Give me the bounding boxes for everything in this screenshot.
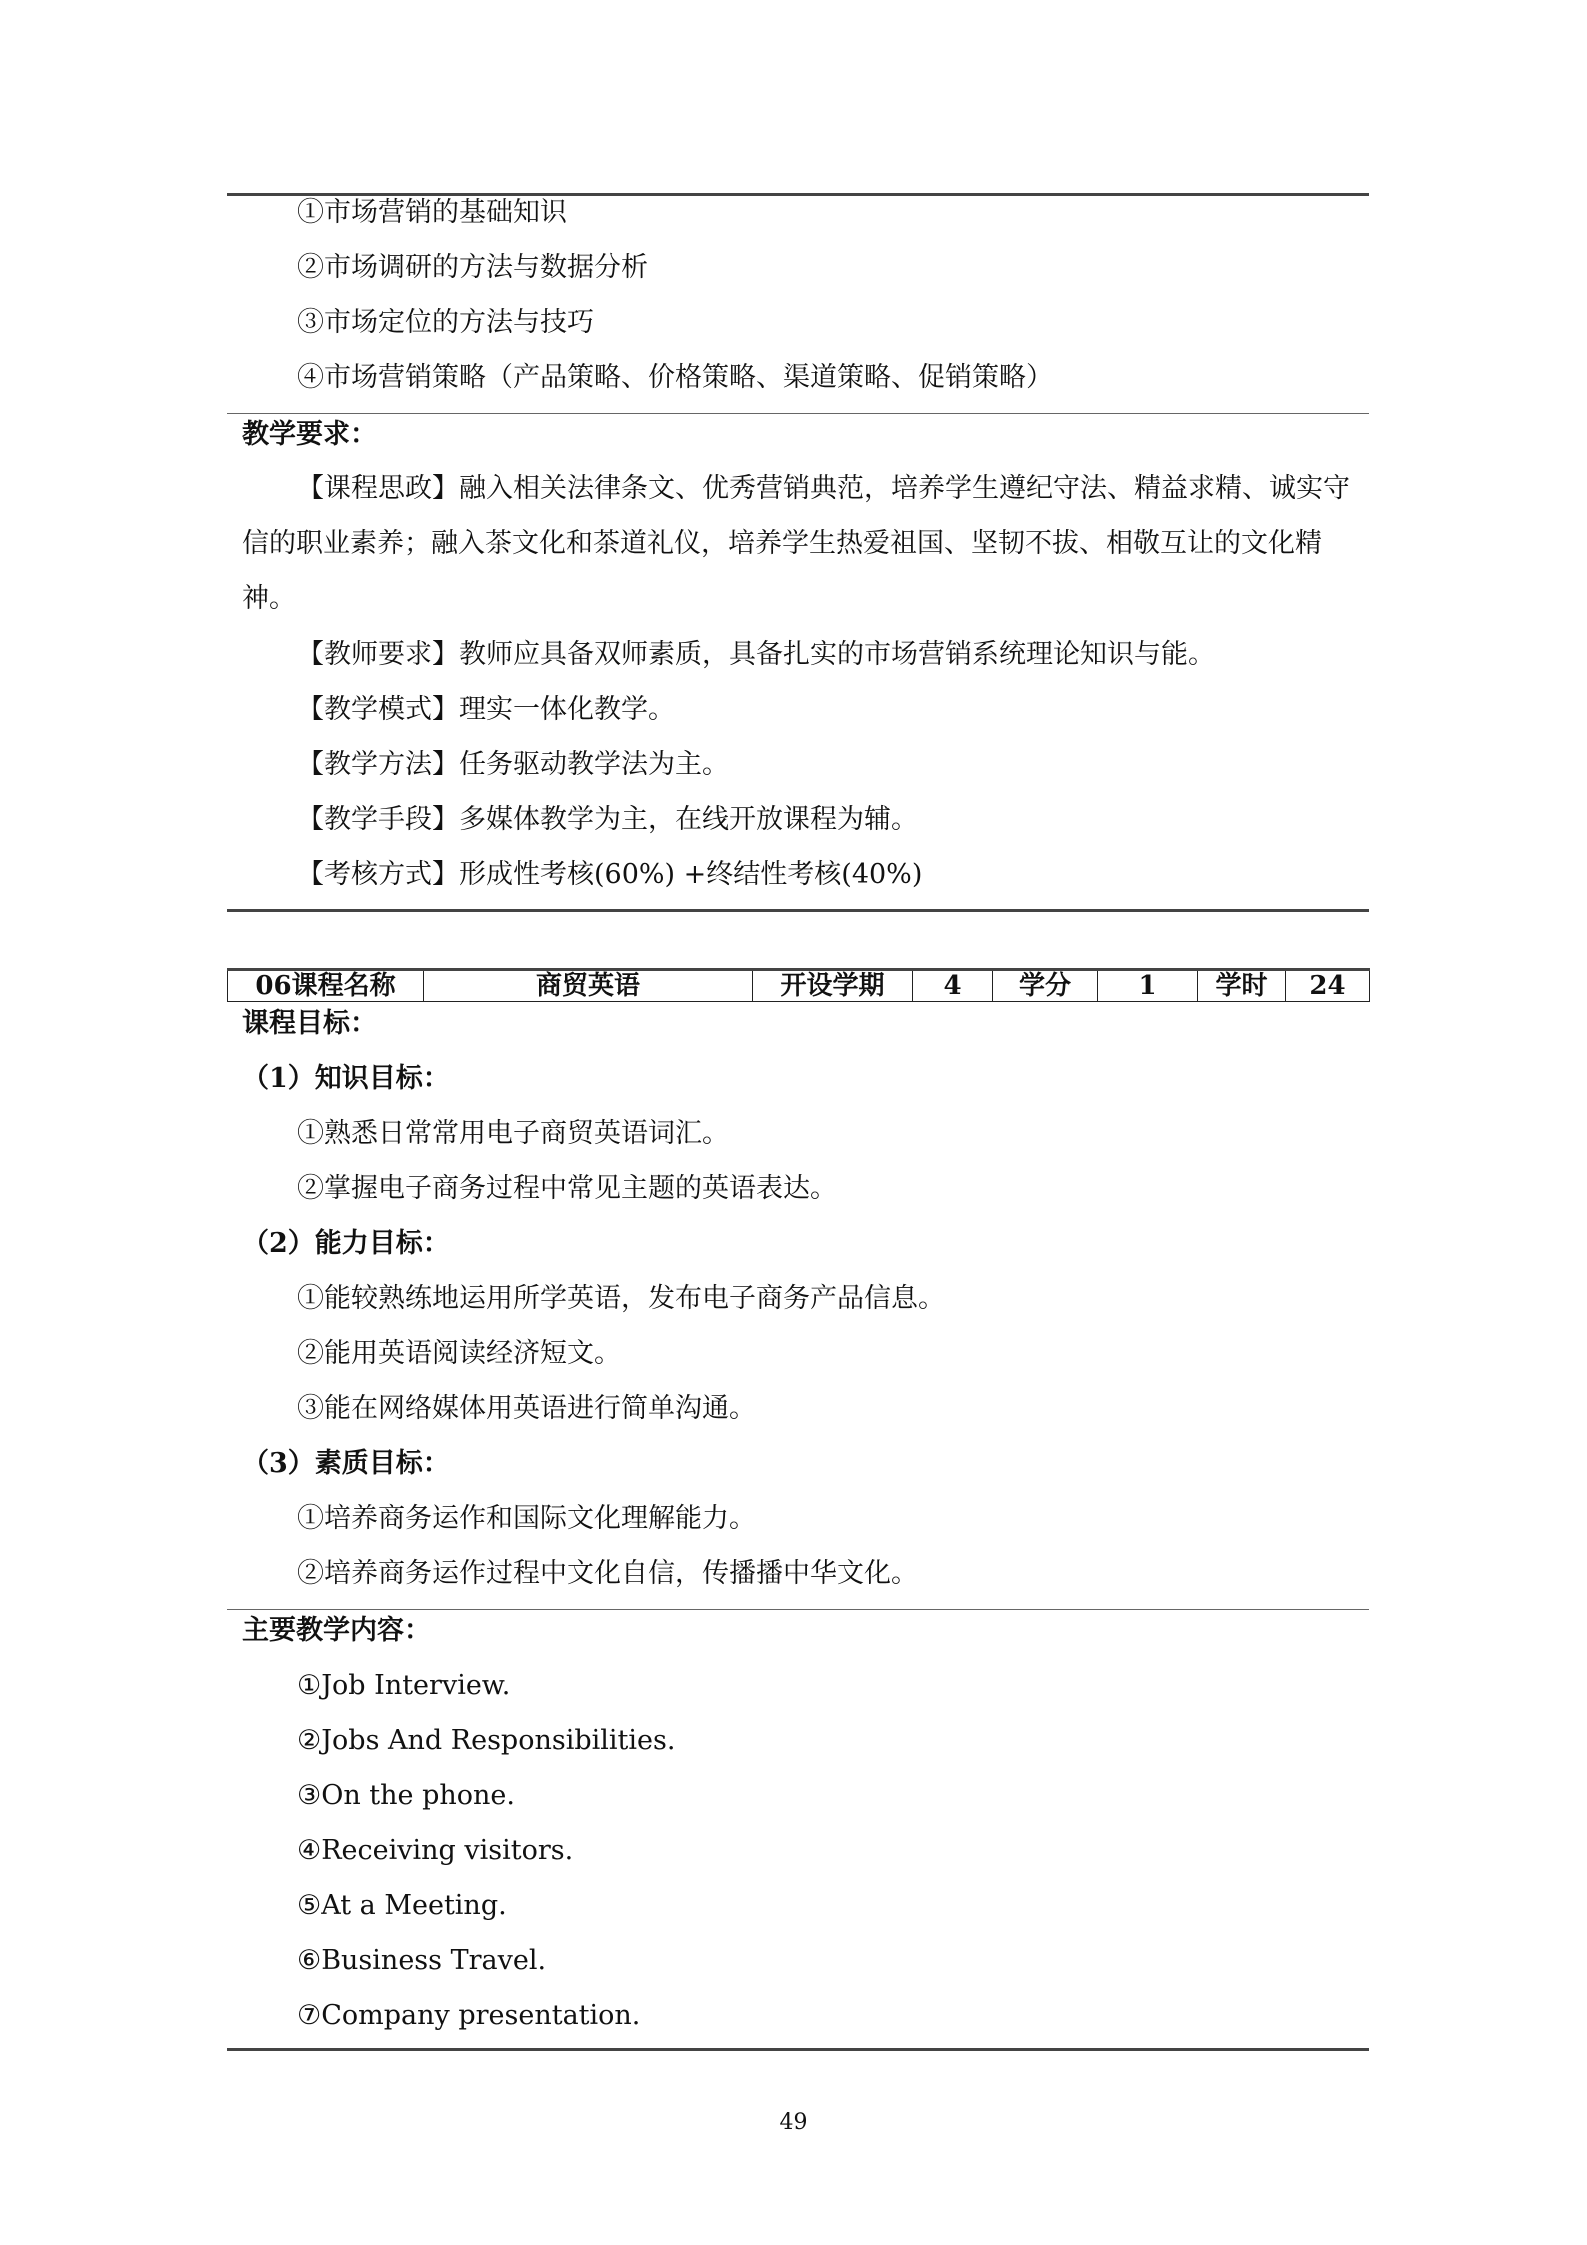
requirement-item: 【考核方式】形成性考核(60%) +终结性考核(40%) <box>297 859 923 890</box>
ability-item: ②能用英语阅读经济短文。 <box>297 1338 621 1369</box>
ability-heading: （2）能力目标： <box>242 1228 450 1259</box>
ability-item: ①能较熟练地运用所学英语，发布电子商务产品信息。 <box>297 1283 945 1314</box>
bottom-rule <box>227 2048 1369 2051</box>
content-item: ④市场营销策略（产品策略、价格策略、渠道策略、促销策略） <box>297 362 1053 393</box>
content-item: ③On the phone. <box>297 1780 515 1811</box>
knowledge-heading: （1）知识目标： <box>242 1063 450 1094</box>
section-end-rule <box>227 909 1369 912</box>
page-number: 49 <box>779 2110 808 2135</box>
hours-value: 24 <box>1286 970 1370 1002</box>
divider <box>227 413 1369 414</box>
requirement-item: 【教师要求】教师应具备双师素质，具备扎实的市场营销系统理论知识与能。 <box>297 639 1215 670</box>
course-name-value: 商贸英语 <box>424 970 753 1002</box>
content-item: ②市场调研的方法与数据分析 <box>297 252 648 283</box>
credit-label: 学分 <box>993 970 1098 1002</box>
ability-item: ③能在网络媒体用英语进行简单沟通。 <box>297 1393 756 1424</box>
divider <box>227 1609 1369 1610</box>
course-name-label: 06课程名称 <box>228 970 424 1002</box>
knowledge-item: ②掌握电子商务过程中常见主题的英语表达。 <box>297 1173 837 1204</box>
ideology-paragraph: 【课程思政】融入相关法律条文、优秀营销典范，培养学生遵纪守法、精益求精、诚实守信的职业素养；融入茶文化和茶道礼仪，培养学生热爱祖国、坚韧不拔、相敬互让的文化精神。 <box>242 473 1350 614</box>
content-item: ⑤At a Meeting. <box>297 1890 507 1921</box>
content-item: ⑥Business Travel. <box>297 1945 547 1976</box>
quality-item: ①培养商务运作和国际文化理解能力。 <box>297 1503 756 1534</box>
content-item: ⑦Company presentation. <box>297 2000 641 2031</box>
requirement-item: 【教学手段】多媒体教学为主，在线开放课程为辅。 <box>297 804 918 835</box>
quality-item: ②培养商务运作过程中文化自信，传播播中华文化。 <box>297 1558 918 1589</box>
semester-label: 开设学期 <box>753 970 913 1002</box>
course-info-table <box>227 968 1370 1002</box>
credit-value: 1 <box>1098 970 1198 1002</box>
quality-heading: （3）素质目标： <box>242 1448 450 1479</box>
requirement-item: 【教学方法】任务驱动教学法为主。 <box>297 749 729 780</box>
content-heading: 主要教学内容： <box>242 1615 431 1646</box>
hours-label: 学时 <box>1198 970 1286 1002</box>
objectives-heading: 课程目标： <box>242 1008 377 1039</box>
content-item: ①Job Interview. <box>297 1670 511 1701</box>
content-item: ④Receiving visitors. <box>297 1835 574 1866</box>
content-item: ③市场定位的方法与技巧 <box>297 307 594 338</box>
requirements-heading: 教学要求： <box>242 419 377 450</box>
requirement-item: 【教学模式】理实一体化教学。 <box>297 694 675 725</box>
content-item: ②Jobs And Responsibilities. <box>297 1725 676 1756</box>
content-item: ①市场营销的基础知识 <box>297 197 567 228</box>
knowledge-item: ①熟悉日常常用电子商贸英语词汇。 <box>297 1118 729 1149</box>
semester-value: 4 <box>913 970 993 1002</box>
